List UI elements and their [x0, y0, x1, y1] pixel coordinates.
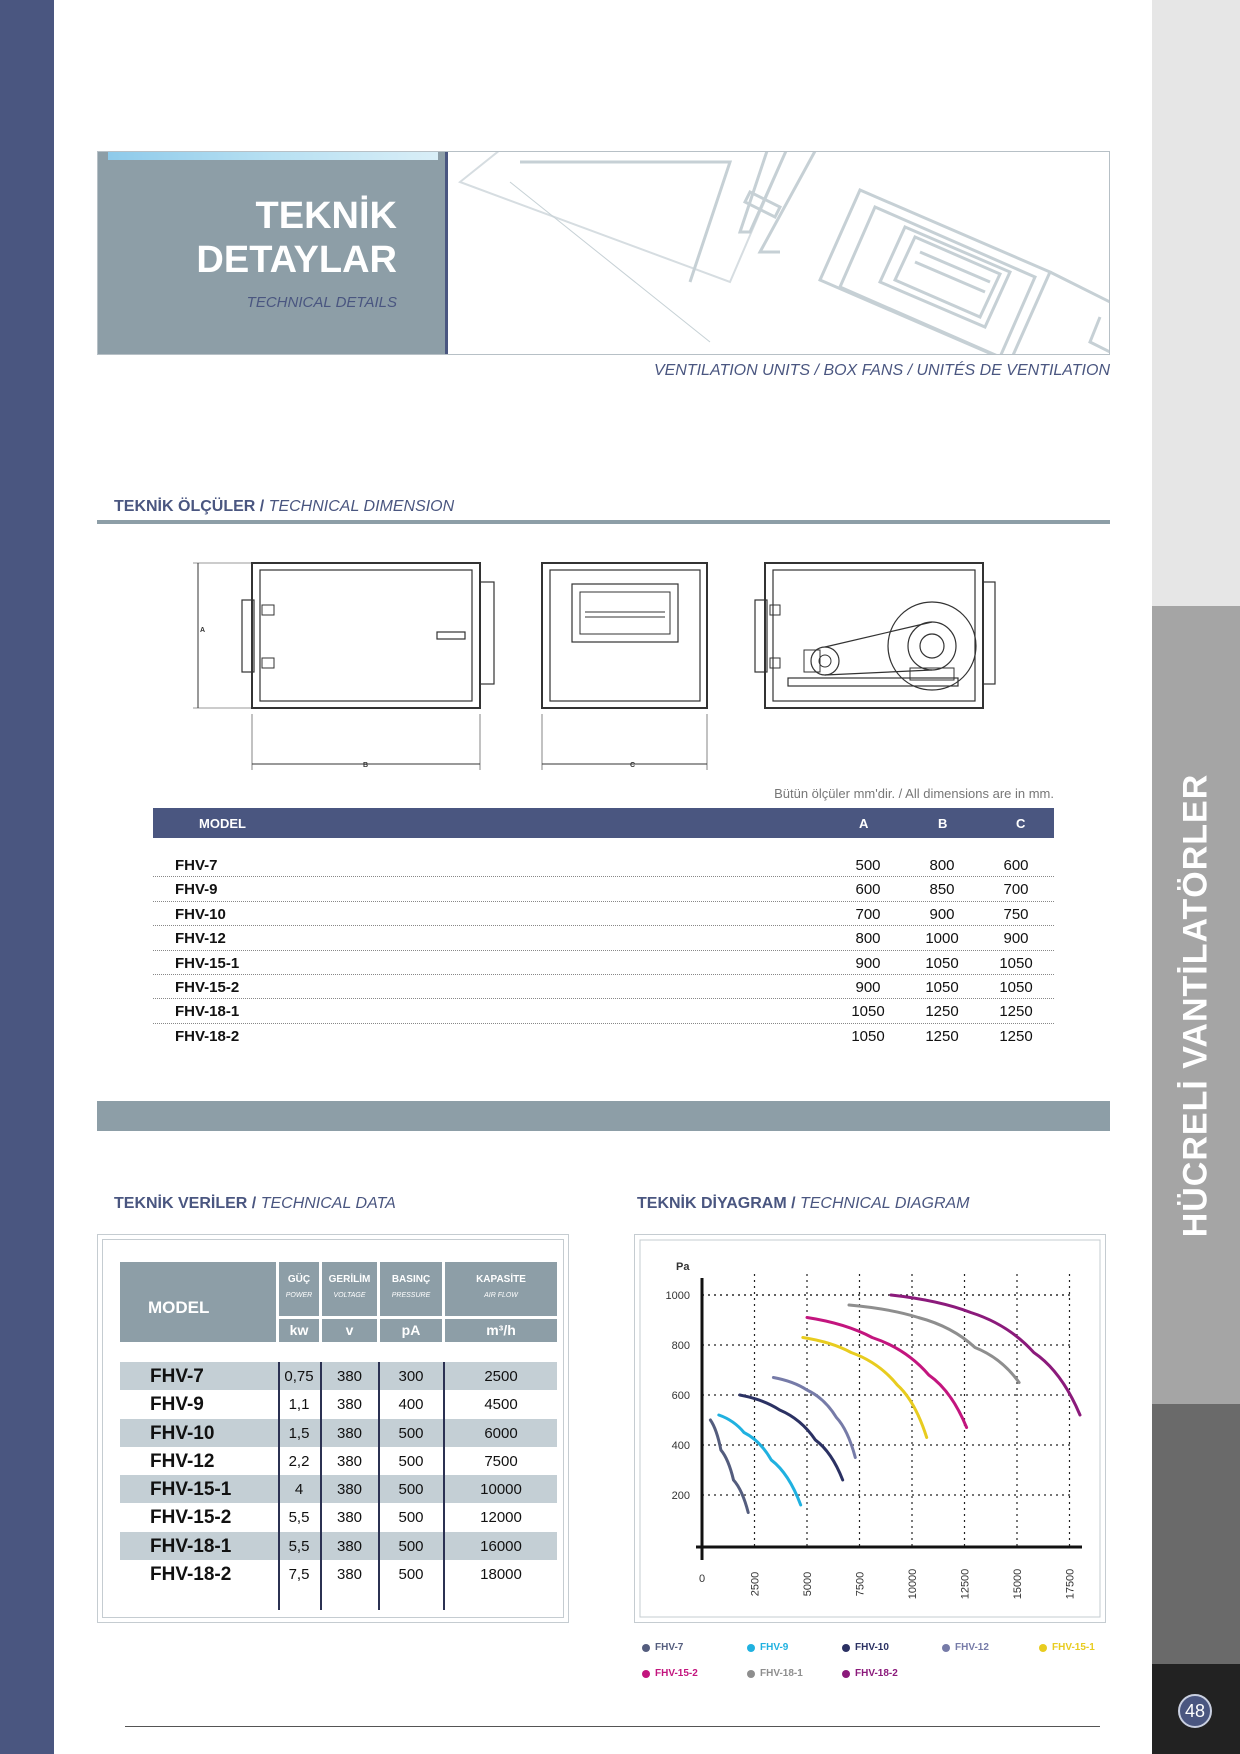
dim-b: 800	[929, 857, 955, 874]
left-color-bar	[0, 0, 54, 1754]
tech-voltage: 380	[336, 1368, 363, 1385]
column-divider	[320, 1362, 322, 1610]
tech-airflow: 6000	[484, 1425, 518, 1442]
breadcrumb: VENTILATION UNITS / BOX FANS / UNITÉS DE VENTILATION	[653, 362, 1110, 379]
dim-b: 1050	[925, 954, 959, 972]
legend-item-fhv-7	[642, 1642, 683, 1653]
chart-x-tick-label: 12500	[959, 1568, 972, 1600]
dim-model: FHV-12	[175, 930, 226, 948]
legend-dot-icon	[747, 1644, 755, 1652]
table-row	[153, 951, 1054, 975]
tech-power: 5,5	[288, 1538, 310, 1555]
dim-a: 600	[855, 881, 881, 899]
legend-item-fhv-12	[942, 1642, 989, 1653]
dim-a: 900	[855, 978, 881, 996]
chart-series-fhv-7	[710, 1420, 748, 1513]
legend-item-fhv-15-1	[1039, 1642, 1095, 1653]
right-color-strip	[1152, 0, 1240, 1754]
dimensions-note: Bütün ölçüler mm'dir. / All dimensions are in mm.	[774, 786, 1054, 801]
tech-unit-pressure: pA	[380, 1319, 442, 1342]
dimension-label-a: A	[200, 627, 206, 634]
tech-model: FHV-18-1	[150, 1536, 232, 1557]
dimension-label-c: C	[630, 762, 636, 769]
chart-x-tick-label: 10000	[907, 1568, 919, 1600]
chart-y-tick-label: 600	[671, 1390, 690, 1402]
dimensions-rule	[97, 520, 1110, 524]
legend-dot-icon	[842, 1644, 850, 1652]
tech-data-title-en: TECHNICAL DATA	[260, 1195, 396, 1212]
chart-y-label: Pa	[676, 1261, 690, 1273]
dimensions-table-header	[153, 808, 1054, 838]
vertical-section-title	[1152, 606, 1240, 1404]
table-row	[120, 1419, 557, 1447]
tech-col-airflow-tr: KAPASİTE	[476, 1274, 526, 1285]
dim-b: 1000	[925, 930, 959, 948]
dim-a: 500	[855, 857, 881, 874]
tech-airflow: 18000	[480, 1566, 522, 1583]
chart-y-tick-label: 1000	[665, 1290, 690, 1302]
dimensions-title-en: TECHNICAL DIMENSION	[268, 498, 455, 515]
legend-item-fhv-18-2	[842, 1668, 898, 1679]
tech-col-airflow-en: AIR FLOW	[484, 1292, 518, 1299]
page-number: 48	[1178, 1694, 1212, 1728]
header-title-box	[98, 152, 448, 355]
column-divider	[278, 1362, 280, 1610]
tech-col-pressure-tr: BASINÇ	[391, 1274, 431, 1285]
chart-x-tick-label: 2500	[749, 1571, 762, 1597]
dim-b: 1250	[925, 1027, 959, 1045]
chart-series-fhv-18-1	[849, 1305, 1019, 1383]
chart-legend	[642, 1642, 1112, 1692]
dimensions-table-body	[153, 853, 1054, 1048]
dim-c: 750	[1003, 905, 1029, 923]
tech-pressure: 300	[398, 1368, 424, 1385]
chart-x-tick-label: 17500	[1064, 1568, 1077, 1600]
table-row	[120, 1532, 557, 1560]
dim-b: 1050	[925, 978, 959, 996]
header-glow	[108, 152, 438, 160]
tech-model: FHV-12	[150, 1451, 215, 1472]
column-divider	[378, 1362, 380, 1610]
tech-col-voltage	[322, 1262, 377, 1316]
chart-y-tick-label: 400	[671, 1440, 690, 1452]
dim-b: 1250	[925, 1003, 959, 1021]
strip-segment-dark	[1152, 1404, 1240, 1664]
dim-c: 1250	[999, 1027, 1033, 1045]
chart-y-tick-label: 800	[671, 1340, 690, 1352]
tech-voltage: 380	[336, 1453, 363, 1470]
dim-a: 1050	[851, 1027, 885, 1045]
tech-airflow: 10000	[480, 1481, 522, 1498]
table-row	[153, 1024, 1054, 1048]
legend-label: FHV-7	[655, 1642, 684, 1653]
table-row	[153, 999, 1054, 1023]
tech-voltage: 380	[336, 1509, 363, 1526]
tech-unit-voltage: v	[322, 1319, 377, 1342]
dim-c: 1050	[999, 978, 1033, 996]
tech-col-power-en: POWER	[285, 1292, 313, 1299]
diagram-title-tr: TEKNİK DİYAGRAM /	[637, 1195, 796, 1212]
tech-power: 7,5	[288, 1566, 310, 1583]
chart-x-tick-label: 5000	[802, 1571, 814, 1597]
tech-col-pressure	[380, 1262, 442, 1316]
tech-data-title-tr: TEKNİK VERİLER /	[114, 1195, 257, 1212]
table-row	[120, 1390, 557, 1418]
tech-power: 4	[294, 1481, 304, 1498]
page-title	[196, 194, 397, 282]
dim-model: FHV-15-1	[175, 954, 240, 972]
dim-a: 1050	[851, 1003, 885, 1021]
tech-voltage: 380	[336, 1425, 363, 1442]
dim-b: 900	[929, 905, 955, 923]
tech-power: 0,75	[284, 1368, 314, 1385]
tech-unit-power: kw	[279, 1319, 319, 1342]
dimension-label-b: B	[363, 762, 369, 769]
table-row	[153, 877, 1054, 901]
dim-c: 600	[1003, 857, 1029, 874]
dim-a: 900	[855, 954, 881, 972]
tech-model: FHV-15-2	[150, 1507, 232, 1528]
column-divider	[443, 1362, 445, 1610]
tech-unit-airflow: m³/h	[445, 1319, 557, 1342]
tech-power: 1,1	[288, 1396, 310, 1413]
strip-segment-light	[1152, 0, 1240, 606]
chart-y-tick-label: 200	[671, 1490, 690, 1502]
table-row	[120, 1475, 557, 1503]
legend-dot-icon	[942, 1644, 950, 1652]
header-technical-drawing	[450, 152, 1110, 355]
dim-b: 850	[929, 881, 955, 899]
dim-model: FHV-18-2	[175, 1027, 240, 1045]
tech-power: 5,5	[288, 1509, 310, 1526]
tech-col-airflow	[445, 1262, 557, 1316]
tech-pressure: 500	[398, 1509, 424, 1526]
table-row	[153, 975, 1054, 999]
header-banner	[97, 151, 1110, 355]
table-row	[120, 1503, 557, 1531]
tech-airflow: 12000	[480, 1509, 522, 1526]
tech-airflow: 2500	[484, 1368, 518, 1385]
chart-x-tick-label: 7500	[854, 1571, 867, 1597]
tech-voltage: 380	[336, 1566, 363, 1583]
tech-data-table	[97, 1234, 569, 1623]
legend-item-fhv-15-2	[642, 1668, 698, 1679]
dim-c: 700	[1003, 881, 1029, 899]
title-line-2: DETAYLAR	[196, 239, 397, 281]
legend-label: FHV-9	[760, 1642, 789, 1653]
title-line-1: TEKNİK	[255, 195, 397, 237]
dimensions-section-title	[114, 498, 454, 516]
page-subtitle: TECHNICAL DETAILS	[246, 294, 397, 311]
dim-c: 1250	[999, 1003, 1033, 1021]
table-row	[120, 1447, 557, 1475]
tech-col-model: MODEL	[120, 1262, 276, 1342]
tech-pressure: 400	[398, 1396, 424, 1413]
tech-pressure: 500	[398, 1453, 424, 1470]
tech-airflow: 4500	[484, 1396, 518, 1413]
tech-data-section-title	[114, 1195, 396, 1213]
tech-airflow: 16000	[480, 1538, 522, 1555]
dim-col-model: MODEL	[199, 816, 246, 831]
performance-chart	[638, 1238, 1102, 1619]
divider-band	[97, 1101, 1110, 1131]
diagram-section-title	[637, 1195, 970, 1213]
legend-dot-icon	[1039, 1644, 1047, 1652]
dim-col-b: B	[938, 816, 948, 831]
legend-item-fhv-9	[747, 1642, 788, 1653]
chart-x-tick-label: 15000	[1012, 1568, 1024, 1600]
legend-label: FHV-18-1	[760, 1668, 803, 1679]
legend-label: FHV-15-1	[1052, 1642, 1095, 1653]
chart-series-fhv-12	[773, 1378, 855, 1458]
table-row	[153, 853, 1054, 877]
legend-label: FHV-15-2	[655, 1668, 698, 1679]
tech-airflow: 7500	[484, 1453, 518, 1470]
legend-dot-icon	[747, 1670, 755, 1678]
dim-c: 900	[1003, 930, 1029, 948]
chart-series-fhv-10	[740, 1395, 843, 1480]
tech-voltage: 380	[336, 1396, 363, 1413]
vertical-title-text: HÜCRELİ VANTİLATÖRLER	[1176, 773, 1215, 1237]
legend-dot-icon	[642, 1644, 650, 1652]
tech-model: FHV-7	[150, 1366, 204, 1387]
table-row	[120, 1560, 557, 1588]
dim-col-a: A	[859, 816, 869, 831]
tech-col-power	[279, 1262, 319, 1316]
dim-col-c: C	[1016, 816, 1026, 831]
tech-voltage: 380	[336, 1538, 363, 1555]
table-row	[120, 1362, 557, 1390]
legend-item-fhv-18-1	[747, 1668, 803, 1679]
legend-label: FHV-10	[855, 1642, 889, 1653]
tech-col-pressure-en: PRESSURE	[391, 1292, 431, 1299]
legend-label: FHV-18-2	[855, 1668, 898, 1679]
diagram-title-en: TECHNICAL DIAGRAM	[799, 1195, 970, 1212]
chart-series-fhv-18-2	[891, 1295, 1080, 1415]
tech-col-voltage-en: VOLTAGE	[333, 1292, 366, 1299]
dim-model: FHV-10	[175, 905, 226, 923]
dimension-drawings	[190, 550, 1020, 775]
dim-model: FHV-9	[175, 881, 218, 899]
tech-model: FHV-9	[150, 1394, 204, 1415]
tech-power: 2,2	[288, 1453, 310, 1470]
table-row	[153, 902, 1054, 926]
chart-series-fhv-15-1	[803, 1338, 927, 1438]
tech-power: 1,5	[288, 1425, 310, 1442]
table-row	[153, 926, 1054, 950]
tech-voltage: 380	[336, 1481, 363, 1498]
chart-series-fhv-9	[719, 1415, 801, 1505]
legend-dot-icon	[642, 1670, 650, 1678]
tech-model: FHV-10	[150, 1423, 215, 1444]
tech-model: FHV-15-1	[150, 1479, 232, 1500]
legend-dot-icon	[842, 1670, 850, 1678]
tech-pressure: 500	[398, 1481, 424, 1498]
dim-model: FHV-18-1	[175, 1003, 240, 1021]
tech-col-voltage-tr: GERİLİM	[328, 1274, 371, 1285]
chart-x-tick-label: 0	[698, 1573, 706, 1585]
tech-pressure: 500	[398, 1566, 424, 1583]
dim-model: FHV-7	[175, 857, 218, 874]
dim-a: 700	[855, 905, 881, 923]
dim-model: FHV-15-2	[175, 978, 240, 996]
legend-item-fhv-10	[842, 1642, 889, 1653]
dim-a: 800	[855, 930, 881, 948]
legend-label: FHV-12	[955, 1642, 989, 1653]
tech-model: FHV-18-2	[150, 1564, 232, 1585]
tech-data-table-inner	[102, 1239, 564, 1618]
tech-pressure: 500	[398, 1538, 424, 1555]
dim-c: 1050	[999, 954, 1033, 972]
tech-pressure: 500	[398, 1425, 424, 1442]
dimensions-title-tr: TEKNİK ÖLÇÜLER /	[114, 498, 265, 515]
footer-rule	[125, 1726, 1100, 1727]
tech-col-power-tr: GÜÇ	[287, 1274, 311, 1285]
